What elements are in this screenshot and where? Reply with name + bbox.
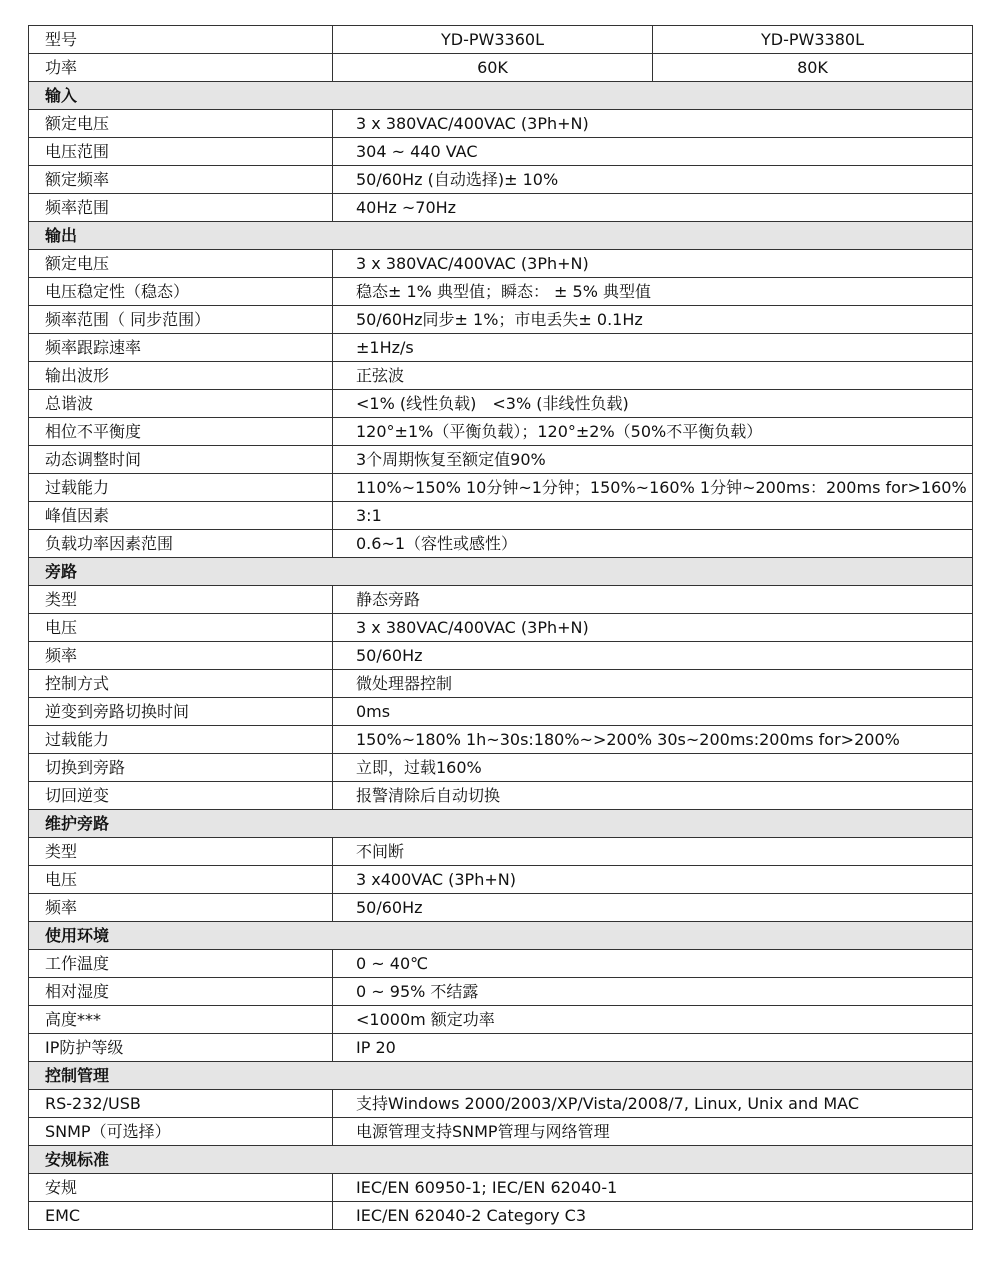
spec-label: 电压稳定性（稳态） [29, 278, 333, 306]
spec-value: 静态旁路 [333, 586, 973, 614]
spec-value: 110%~150% 10分钟~1分钟；150%~160% 1分钟~200ms：200ms for>160% [333, 474, 973, 502]
spec-label: 过载能力 [29, 726, 333, 754]
spec-table [28, 25, 973, 1230]
spec-value: 立即，过载160% [333, 754, 973, 782]
spec-label: 电压 [29, 866, 333, 894]
spec-table-body [29, 26, 973, 1230]
section-title: 输入 [29, 82, 973, 110]
section-title: 维护旁路 [29, 810, 973, 838]
spec-value: 0ms [333, 698, 973, 726]
spec-row [29, 418, 973, 446]
power-1: 60K [333, 54, 653, 82]
spec-value: 3 x400VAC (3Ph+N) [333, 866, 973, 894]
spec-label: 切回逆变 [29, 782, 333, 810]
spec-label: 频率跟踪速率 [29, 334, 333, 362]
spec-row [29, 166, 973, 194]
spec-value: 0 ~ 95% 不结露 [333, 978, 973, 1006]
spec-label: 峰值因素 [29, 502, 333, 530]
power-row [29, 54, 973, 82]
spec-value: <1% (线性负载) <3% (非线性负载) [333, 390, 973, 418]
spec-row [29, 894, 973, 922]
spec-value: 50/60Hz [333, 642, 973, 670]
spec-value: 3 x 380VAC/400VAC (3Ph+N) [333, 110, 973, 138]
section-header-row [29, 1146, 973, 1174]
spec-row [29, 1118, 973, 1146]
spec-value: 50/60Hz [333, 894, 973, 922]
spec-row [29, 194, 973, 222]
spec-value: IP 20 [333, 1034, 973, 1062]
spec-row [29, 1202, 973, 1230]
spec-row [29, 1006, 973, 1034]
spec-row [29, 726, 973, 754]
spec-value: 3 x 380VAC/400VAC (3Ph+N) [333, 250, 973, 278]
spec-value: <1000m 额定功率 [333, 1006, 973, 1034]
spec-value: 3个周期恢复至额定值90% [333, 446, 973, 474]
spec-label: 负载功率因素范围 [29, 530, 333, 558]
section-title: 使用环境 [29, 922, 973, 950]
spec-value: 40Hz ~70Hz [333, 194, 973, 222]
spec-value: 304 ~ 440 VAC [333, 138, 973, 166]
spec-value: 0.6~1（容性或感性） [333, 530, 973, 558]
spec-label: 类型 [29, 586, 333, 614]
spec-value: 50/60Hz (自动选择)± 10% [333, 166, 973, 194]
spec-label: 总谐波 [29, 390, 333, 418]
spec-value: IEC/EN 62040-2 Category C3 [333, 1202, 973, 1230]
spec-label: 额定电压 [29, 250, 333, 278]
spec-row [29, 586, 973, 614]
spec-row [29, 474, 973, 502]
section-title: 旁路 [29, 558, 973, 586]
spec-row [29, 306, 973, 334]
section-header-row [29, 558, 973, 586]
spec-label: 过载能力 [29, 474, 333, 502]
section-title: 输出 [29, 222, 973, 250]
spec-label: 额定频率 [29, 166, 333, 194]
spec-row [29, 362, 973, 390]
spec-label: 逆变到旁路切换时间 [29, 698, 333, 726]
spec-value: 50/60Hz同步± 1%；市电丢失± 0.1Hz [333, 306, 973, 334]
spec-label: 类型 [29, 838, 333, 866]
spec-row [29, 446, 973, 474]
spec-value: 电源管理支持SNMP管理与网络管理 [333, 1118, 973, 1146]
spec-value: 正弦波 [333, 362, 973, 390]
spec-value: 稳态± 1% 典型值；瞬态： ± 5% 典型值 [333, 278, 973, 306]
spec-label: RS-232/USB [29, 1090, 333, 1118]
section-header-row [29, 222, 973, 250]
spec-row [29, 670, 973, 698]
spec-label: 相对湿度 [29, 978, 333, 1006]
model-1: YD-PW3360L [333, 26, 653, 54]
spec-value: 150%~180% 1h~30s:180%~>200% 30s~200ms:200ms for>200% [333, 726, 973, 754]
spec-row [29, 334, 973, 362]
spec-value: 报警清除后自动切换 [333, 782, 973, 810]
spec-label: 工作温度 [29, 950, 333, 978]
spec-label: 输出波形 [29, 362, 333, 390]
spec-label: 切换到旁路 [29, 754, 333, 782]
spec-row [29, 390, 973, 418]
spec-row [29, 950, 973, 978]
spec-value: 3:1 [333, 502, 973, 530]
spec-label: 频率范围（ 同步范围） [29, 306, 333, 334]
spec-value: 0 ~ 40℃ [333, 950, 973, 978]
spec-row [29, 754, 973, 782]
spec-row [29, 110, 973, 138]
spec-value: ±1Hz/s [333, 334, 973, 362]
spec-value: 3 x 380VAC/400VAC (3Ph+N) [333, 614, 973, 642]
spec-label: SNMP（可选择） [29, 1118, 333, 1146]
spec-value: 不间断 [333, 838, 973, 866]
spec-value: IEC/EN 60950-1; IEC/EN 62040-1 [333, 1174, 973, 1202]
spec-label: 安规 [29, 1174, 333, 1202]
spec-label: 频率 [29, 642, 333, 670]
spec-label: EMC [29, 1202, 333, 1230]
spec-label: 电压 [29, 614, 333, 642]
power-2: 80K [653, 54, 973, 82]
section-header-row [29, 1062, 973, 1090]
spec-row [29, 978, 973, 1006]
spec-label: 控制方式 [29, 670, 333, 698]
section-title: 安规标准 [29, 1146, 973, 1174]
spec-row [29, 250, 973, 278]
spec-label: 电压范围 [29, 138, 333, 166]
spec-row [29, 782, 973, 810]
spec-value: 支持Windows 2000/2003/XP/Vista/2008/7, Linux, Unix and MAC [333, 1090, 973, 1118]
section-header-row [29, 82, 973, 110]
spec-row [29, 614, 973, 642]
spec-row [29, 642, 973, 670]
spec-row [29, 698, 973, 726]
section-header-row [29, 810, 973, 838]
spec-value: 120°±1%（平衡负载）；120°±2%（50%不平衡负载） [333, 418, 973, 446]
model-2: YD-PW3380L [653, 26, 973, 54]
spec-row [29, 138, 973, 166]
spec-row [29, 530, 973, 558]
spec-row [29, 866, 973, 894]
spec-label: 相位不平衡度 [29, 418, 333, 446]
power-label: 功率 [29, 54, 333, 82]
model-row [29, 26, 973, 54]
spec-value: 微处理器控制 [333, 670, 973, 698]
spec-label: 频率范围 [29, 194, 333, 222]
spec-row [29, 278, 973, 306]
spec-label: 高度*** [29, 1006, 333, 1034]
spec-row [29, 502, 973, 530]
section-header-row [29, 922, 973, 950]
spec-row [29, 838, 973, 866]
section-title: 控制管理 [29, 1062, 973, 1090]
spec-label: IP防护等级 [29, 1034, 333, 1062]
model-label: 型号 [29, 26, 333, 54]
spec-row [29, 1090, 973, 1118]
spec-label: 频率 [29, 894, 333, 922]
spec-row [29, 1034, 973, 1062]
spec-label: 额定电压 [29, 110, 333, 138]
spec-row [29, 1174, 973, 1202]
spec-label: 动态调整时间 [29, 446, 333, 474]
